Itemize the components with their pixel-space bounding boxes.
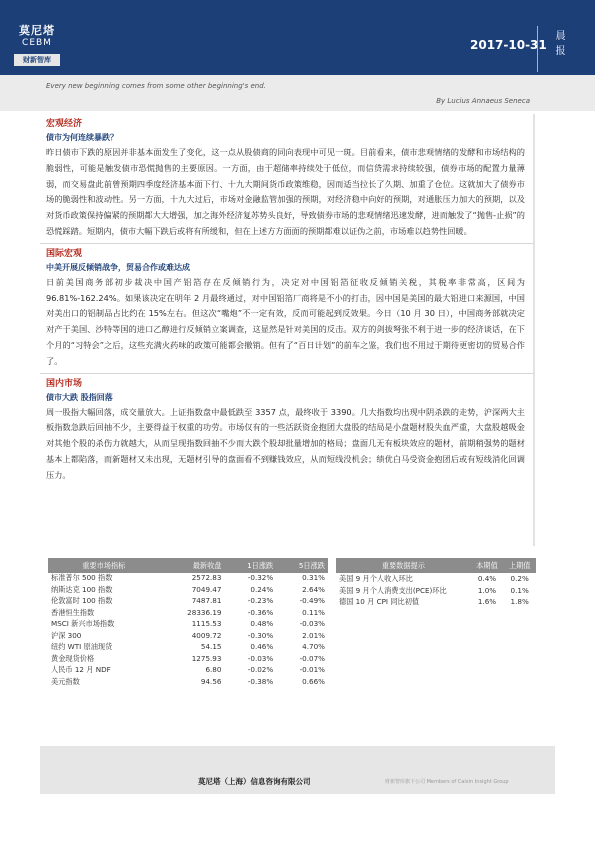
table-row [336, 596, 536, 608]
table-row [48, 619, 328, 631]
table-header-row [336, 558, 536, 573]
table-cell: 1275.93 [191, 653, 222, 663]
report-date: 2017-10-31 [470, 38, 547, 52]
table-cell: -0.30% [247, 630, 274, 640]
table-cell: -0.03% [247, 653, 274, 663]
column-header: 本期值 [471, 558, 504, 573]
table-cell: 黄金现货价格 [51, 653, 95, 663]
table-cell: 香港恒生指数 [51, 607, 95, 617]
table-cell: 28336.19 [187, 607, 222, 617]
table-row [336, 585, 536, 597]
section-body: 日前美国商务部初步裁决中国产铝箔存在反倾销行为，决定对中国铝箔征收反倾销关税，其税率非常高，区间为 96.81%-162.24%。如果该决定在明年 2 月最终通过，对中国铝箔厂商将是不小的打击，因中国是美国的最大铝进口来源国，中国对美出口的铝制品占比约在 15%左右。但这次“嘴炮”不一定有效，反而可能起到反效果。今日（10 月 30 日），中国商务部就决定对产于美国、沙特等国的进口乙醇进行反倾销立案调查，这显然是针对美国的反击。双方的剑拔弩张不利于进一步的经济谈话，在下个月的“习特会”之后，这些充满火药味的政策可能都会撤销。但有了“百日计划”的前车之鉴，我们也不用过于期待更密切的贸易合作了。 [46, 276, 525, 366]
table-row [48, 585, 328, 597]
section-domestic [40, 373, 533, 487]
table-cell: 德国 10 月 CPI 同比初值 [339, 597, 420, 606]
table-cell: MSCI 新兴市场指数 [51, 619, 115, 628]
table-cell: 1.0% [477, 585, 497, 595]
table-row [48, 642, 328, 654]
table-cell: 0.46% [250, 642, 274, 651]
main-content [40, 114, 535, 546]
footer-company: 莫尼塔（上海）信息咨询有限公司 [198, 777, 311, 786]
table-cell: 美元指数 [51, 676, 80, 686]
table-cell: 0.48% [250, 619, 274, 628]
table-cell: 2.01% [302, 630, 325, 640]
table-row [48, 665, 328, 677]
quote-bar [0, 75, 595, 111]
table-cell: -0.49% [299, 596, 325, 605]
table-cell: 1115.53 [191, 619, 222, 628]
table-cell: 7487.81 [191, 596, 222, 605]
table-cell: 0.2% [510, 574, 529, 583]
table-row [48, 654, 328, 666]
table-cell: -0.03% [299, 619, 325, 628]
column-header: 重要市场指标 [48, 558, 160, 573]
table-cell: 7049.47 [191, 584, 222, 594]
table-cell: 1.8% [510, 597, 529, 606]
report-type-line1: 晨 [555, 31, 566, 42]
section-subtitle: 债市为何连续暴跌？ [46, 133, 118, 142]
column-header: 上期值 [503, 558, 536, 573]
table-cell: -0.02% [247, 665, 274, 674]
table-cell: -0.36% [247, 607, 274, 617]
table-cell: 0.4% [477, 574, 497, 583]
section-body: 周一股指大幅回落，成交量放大。上证指数盘中最低跌至 3357 点，最终收于 3390。几大指数均出现中阴杀跌的走势，沪深两大主板指数急跌后回抽不少，主要得益于权重的功劳。市场仅有的一些活跃资金抱团大盘股的结局是小盘题材股失血严重，大盘股越吸金对其他个股的杀伤力就越大，从而呈现指数回抽不少而大跌个股却批量增加的格局；盘面几无有板块效应的题材，前期稍强势的题材基本上都陷落，而新题材又未出现，无题材引导的盘面看不到赚钱效应，从而短线没机会；绩优白马受资金抱团后或有短线消化回调压力。 [46, 406, 525, 480]
table-cell: 2.64% [302, 584, 325, 594]
table-cell: 0.66% [302, 676, 325, 686]
section-title: 宏观经济 [46, 119, 83, 129]
report-type-line2: 报 [555, 46, 566, 57]
table-row [336, 573, 536, 585]
column-header: 重要数据提示 [336, 558, 471, 573]
table-cell: 4009.72 [191, 630, 222, 640]
key-data-table [336, 558, 536, 608]
table-cell: -0.23% [247, 596, 274, 605]
table-cell: 6.80 [205, 665, 222, 674]
section-title: 国内市场 [46, 378, 83, 389]
table-cell: 伦敦富时 100 指数 [51, 596, 113, 605]
table-cell: -0.01% [299, 665, 325, 674]
section-title: 国际宏观 [46, 248, 83, 259]
column-header: 5日涨跌 [276, 558, 328, 573]
table-row [48, 631, 328, 643]
table-cell: 美国 9 月个人收入环比 [339, 574, 413, 583]
table-cell: -0.38% [247, 676, 274, 686]
table-cell: 54.15 [200, 642, 222, 651]
table-cell: 标准普尔 500 指数 [51, 573, 113, 582]
logo-en: CEBM [22, 38, 52, 48]
table-header-row [48, 558, 328, 573]
report-footer [40, 746, 555, 794]
table-cell: -0.32% [247, 573, 274, 582]
table-cell: -0.07% [299, 653, 325, 663]
table-cell: 人民币 12 月 NDF [51, 665, 111, 674]
report-type [537, 26, 583, 72]
column-header: 最新收盘 [160, 558, 225, 573]
table-cell: 0.24% [250, 584, 274, 594]
table-cell: 0.1% [510, 585, 529, 595]
logo-cn: 莫尼塔 [19, 24, 55, 37]
footer-note: 财新智库旗下公司 Members of Caixin Insight Group [385, 779, 509, 785]
table-cell: 0.11% [302, 607, 325, 617]
section-subtitle: 中美开展反倾销战争，贸易合作或难达成 [46, 262, 190, 272]
quote-text: Every new beginning comes from some other beginning's end. [46, 82, 266, 90]
table-row [48, 677, 328, 689]
table-cell: 94.56 [200, 676, 222, 686]
table-cell: 纽约 WTI 原油现货 [51, 642, 113, 651]
logo-sub: 财新智库 [14, 54, 60, 66]
table-cell: 0.31% [302, 573, 325, 582]
section-macro [40, 114, 533, 243]
table-row [48, 573, 328, 585]
section-international [40, 243, 533, 373]
table-cell: 4.70% [302, 642, 325, 651]
section-subtitle: 债市大跌 股指回落 [46, 392, 113, 402]
market-indicators-table [48, 558, 328, 688]
table-cell: 美国 9 月个人消费支出(PCE)环比 [339, 585, 447, 595]
table-row [48, 608, 328, 620]
table-cell: 纳斯达克 100 指数 [51, 584, 113, 594]
table-cell: 1.6% [477, 597, 497, 606]
table-row [48, 596, 328, 608]
section-body: 昨日债市下跌的原因并非基本面发生了变化，这一点从股债商的同向表现中可见一斑。目前看来，债市悲观情绪的发酵和市场结构的脆弱性，可能是触发债市恐慌抛售的主要原因。一方面，由于超储率持续处于低位，而信贷需求持续较强，债券市场的配置力量薄弱，而交易盘此前曾预期四季度经济基本面下行、十九大期间货币政策维稳，因而适当拉长了久期、加重了仓位。这就加大了债券市场的脆弱性和波动性。另一方面，十九大过后，市场对金融监管加强的预期，对经济稳中向好的预期，对通胀压力加大的预期，以及对货币政策保持偏紧的预期都大大增强，加之海外经济复苏势头良好，导致债券市场的悲观情绪迅速发酵，进而触发了“抛售-止损”的恐慌踩踏。短期内，债市大幅下跌后或将有所缓和，但在上述方方面面的预期都难以证伪之前，市场难以趋势性回暖。 [46, 147, 525, 236]
table-cell: 沪深 300 [51, 630, 82, 640]
quote-author: By Lucius Annaeus Seneca [436, 97, 530, 105]
column-header: 1日涨跌 [224, 558, 276, 573]
table-cell: 2572.83 [191, 573, 222, 582]
